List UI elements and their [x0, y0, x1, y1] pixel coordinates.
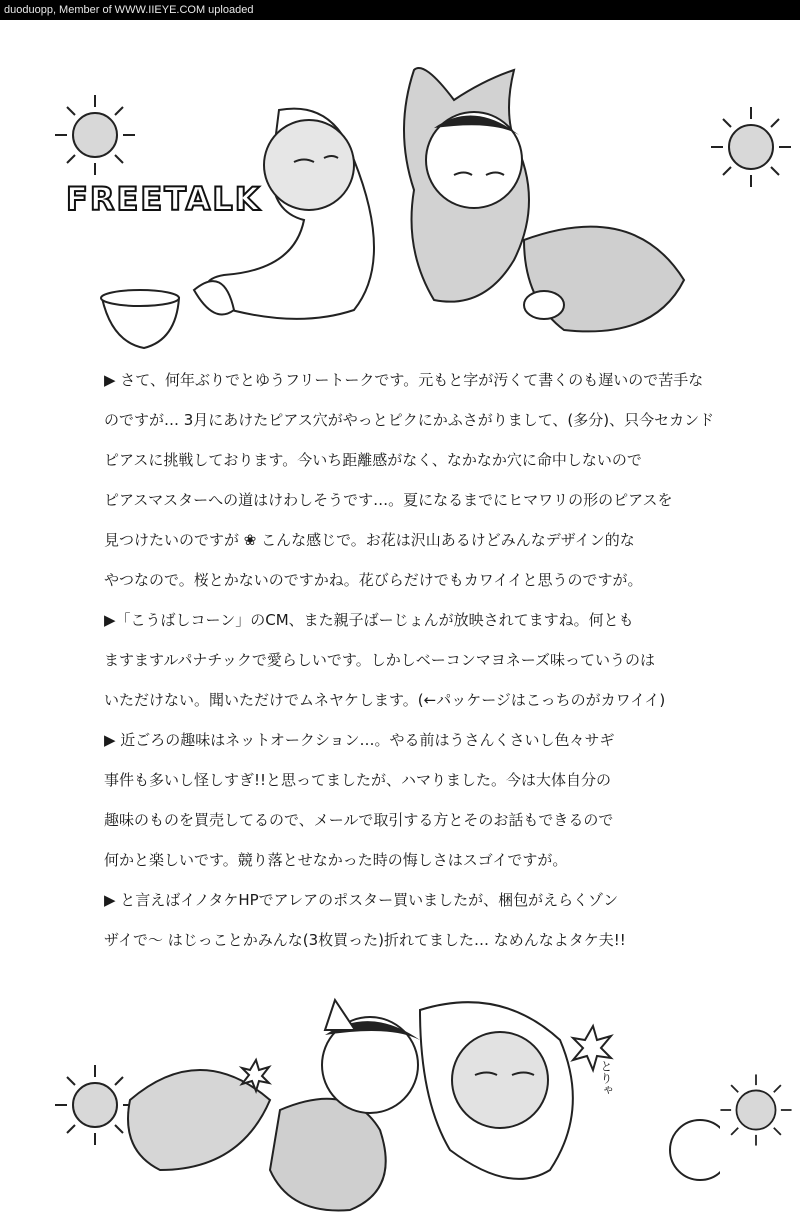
text-line: ▶「こうばしコーン」のCM、また親子ばーじょんが放映されてますね。何とも: [104, 611, 634, 629]
upload-banner: duoduopp, Member of WWW.IIEYE.COM uploaded: [0, 0, 800, 20]
text-line: ピアスマスターへの道はけわしそうです…。夏になるまでにヒマワリの形のピアスを: [104, 491, 673, 509]
text-line: ▶ と言えばイノタケHPでアレアのポスター買いましたが、梱包がえらくゾン: [104, 891, 619, 909]
sun-illustration-bottom-right: [716, 1070, 796, 1150]
text-line: 何かと楽しいです。競り落とせなかった時の悔しさはスゴイですが。: [104, 851, 568, 869]
text-line: 見つけたいのですが ❀ こんな感じで。お花は沢山あるけどみんなデザイン的な: [104, 531, 635, 549]
freetalk-title: FREETALK: [66, 180, 262, 218]
characters-illustration-top: [94, 50, 714, 355]
text-line: いただけない。聞いただけでムネヤケします。(←パッケージはこっちのがカワイイ): [104, 691, 666, 709]
text-line: ますますルパナチックで愛らしいです。しかしベーコンマヨネーズ味っていうのは: [104, 651, 655, 669]
text-line: やつなので。桜とかないのですかね。花びらだけでもカワイイと思うのですが。: [104, 571, 643, 589]
text-line: ピアスに挑戦しております。今いち距離感がなく、なかなか穴に命中しないので: [104, 451, 642, 469]
text-line: ▶ 近ごろの趣味はネットオークション…。やる前はうさんくさいし色々サギ: [104, 731, 615, 749]
text-line: ▶ さて、何年ぶりでとゆうフリートークです。元もと字が汚くて書くのも遅いので苦手な: [104, 371, 704, 389]
text-line: 事件も多いし怪しすぎ!!と思ってましたが、ハマりました。今は大体自分の: [104, 771, 612, 789]
sound-effect-text: とりゃ: [599, 1060, 613, 1096]
sun-illustration-right: [706, 102, 796, 192]
text-line: のですが… 3月にあけたピアス穴がやっとピクにかふさがりまして、(多分)、只今セカンド: [104, 411, 715, 429]
manga-page: [0, 20, 800, 1229]
freetalk-text: [104, 360, 754, 960]
text-line: 趣味のものを買売してるので、メールで取引する方とそのお話もできるので: [104, 811, 614, 829]
characters-illustration-bottom: [120, 980, 720, 1225]
text-line: ザイで〜 はじっことかみんな(3枚買った)折れてました… なめんなよタケ夫!!: [104, 931, 626, 949]
